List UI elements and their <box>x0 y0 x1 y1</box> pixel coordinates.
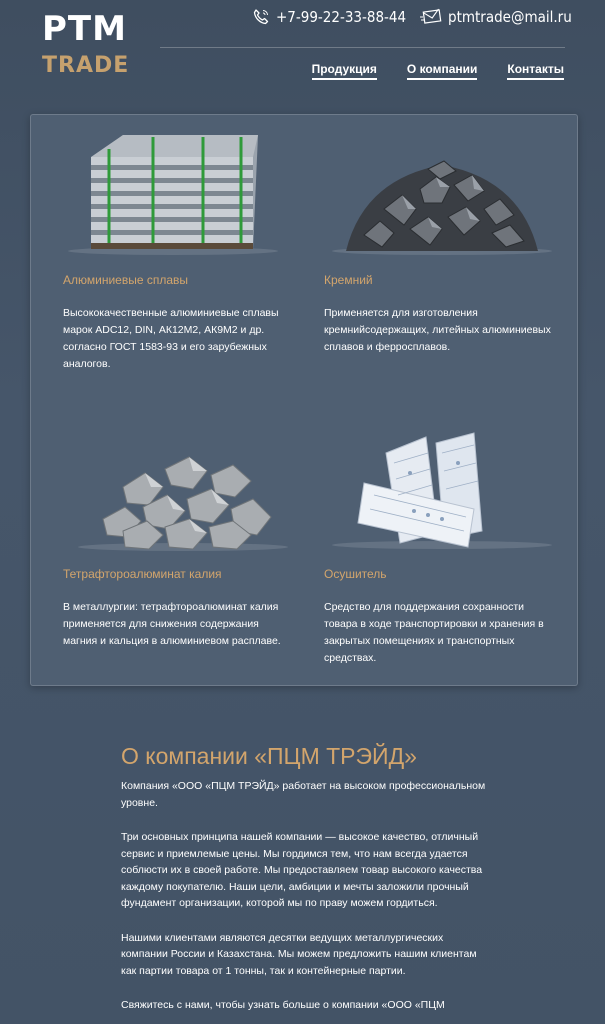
about-paragraph: Компания «ООО «ПЦМ ТРЭЙД» работает на высоком профессиональном уровне. <box>121 780 486 809</box>
aluminum-ingots-image <box>63 129 293 259</box>
nav-item-products[interactable]: Продукция <box>312 62 377 80</box>
phone-icon <box>252 8 270 26</box>
about-paragraph: Три основных принципа нашей компании — высокое качество, отличный сервис и приемлемые цены. Мы гордимся тем, что нам всегда удается соблюсти их в своей работе. Мы предоставляем товар высокого качества каждому покупателю. Наши цели, амбиции и мечты заложили прочный фундамент организации, которой мы по праву можем гордиться. <box>121 831 483 909</box>
logo-text-top: PTM <box>42 9 127 49</box>
product-title: Тетрафтороалюминат калия <box>63 567 222 581</box>
product-title: Осушитель <box>324 567 387 581</box>
nav-item-about[interactable]: О компании <box>407 62 478 80</box>
main-nav <box>312 62 564 80</box>
header-email[interactable] <box>420 8 572 26</box>
about-paragraph: Свяжитесь с нами, чтобы узнать больше о компании «ООО «ПЦМ <box>121 999 445 1011</box>
product-card-potassium[interactable] <box>63 423 293 650</box>
product-description: В металлургии: тетрафтороалюминат калия применяется для снижения содержания магния и кальция в алюминиевом расплаве. <box>63 601 281 647</box>
about-section <box>121 740 491 1024</box>
product-description: Высококачественные алюминиевые сплавы марок ADC12, DIN, АК12М2, АК9М2 и др. согласно ГОСТ 1583-93 и его зарубежных аналогов. <box>63 307 279 370</box>
products-panel <box>30 114 578 686</box>
product-card-silicon[interactable] <box>324 129 554 356</box>
desiccant-image <box>324 423 554 553</box>
product-card-desiccant[interactable] <box>324 423 554 667</box>
about-paragraph: Нашими клиентами являются десятки ведущих металлургических компании России и Казахстана. Мы можем предложить нашим клиентам как партии товара от 1 тонны, так и контейнерные партии. <box>121 931 477 977</box>
phone-number: +7-99-22-33-88-44 <box>276 8 407 26</box>
nav-item-contacts[interactable]: Контакты <box>507 62 564 80</box>
about-heading: О компании «ПЦМ ТРЭЙД» <box>121 743 417 769</box>
logo[interactable] <box>42 10 142 80</box>
product-description: Применяется для изготовления кремнийсодержащих, литейных алюминиевых сплавов и ферросплавов. <box>324 307 551 353</box>
product-card-aluminum[interactable] <box>63 129 293 373</box>
product-title: Алюминиевые сплавы <box>63 273 189 287</box>
logo-text-bottom: TRADE <box>42 53 130 78</box>
silicon-image <box>324 129 554 259</box>
product-description: Средство для поддержания сохранности товара в ходе транспортировки и хранения в закрытых помещениях и транспортных средствах. <box>324 601 544 664</box>
product-title: Кремний <box>324 273 373 287</box>
potassium-tetrafluoroaluminate-image <box>63 423 293 553</box>
mail-icon <box>420 8 442 26</box>
header-phone[interactable] <box>252 8 406 26</box>
email-address: ptmtrade@mail.ru <box>448 8 572 26</box>
header-divider <box>160 47 565 48</box>
